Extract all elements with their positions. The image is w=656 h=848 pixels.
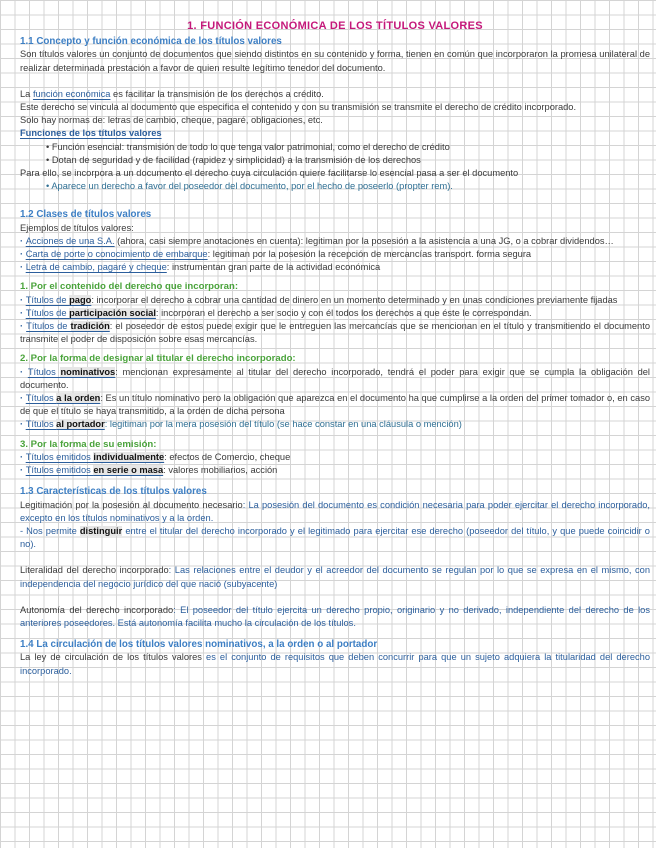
item-titulos-participacion (20, 307, 650, 320)
paragraph-incorpora: Para ello, se incorpora a un documento el derecho cuya circulación quiere facilitarse lo esencial pasa a ser el documento (20, 168, 519, 179)
keyword: individualmente (93, 451, 165, 462)
text: Títulos (27, 366, 61, 377)
bullet-funcion-esencial: • Función esencial: transmisión de todo lo que tenga valor patrimonial, como el derecho de crédito (46, 141, 450, 152)
keyword: a la orden (56, 393, 101, 404)
classification-heading-titular: 2. Por la forma de designar al titular el derecho incorporado: (20, 353, 296, 365)
spacer (20, 591, 650, 604)
example-term: Letra de cambio, pagaré y cheque (25, 262, 167, 273)
example-letra-cambio (20, 261, 650, 274)
bullet-seguridad: • Dotan de seguridad y de facilidad (rapidez y simplicidad) a la transmisión de los derechos (46, 154, 421, 165)
text: entre el titular del derecho incorporado y el legitimado para ejercitar ese derecho (poseedor del título, y que puede coincidir o no). (20, 525, 650, 550)
spacer (20, 477, 650, 483)
keyword: en serie o masa (93, 465, 164, 476)
keyword: pago (69, 294, 92, 305)
highlight-funcion-economica: función económica (32, 88, 111, 99)
term: Legitimación por la posesión al documento necesario (20, 499, 243, 510)
paragraph-autonomia (20, 604, 650, 630)
text: es el conjunto de requisitos que deben concurrir para que un sujeto adquiera la titularidad del derecho incorporado. (20, 652, 650, 676)
paragraph-ley-circulacion (20, 651, 650, 677)
example-acciones (20, 235, 650, 248)
page-title: 1. FUNCIÓN ECONÓMICA DE LOS TÍTULOS VALORES (187, 20, 483, 32)
paragraph-literalidad (20, 564, 650, 590)
section-heading-1-1: 1.1 Concepto y función económica de los títulos valores (20, 36, 282, 48)
section-heading-1-2: 1.2 Clases de títulos valores (20, 209, 152, 221)
classification-heading-emision: 3. Por la forma de su emisión: (20, 438, 157, 450)
term: Literalidad del derecho incorporado (20, 565, 169, 576)
item-titulos-tradicion (20, 320, 650, 346)
keyword: participación social (69, 307, 156, 318)
text: : El poseedor del título ejercita un derecho propio, originario y no derivado, independiente del derecho de los anteriores poseedores. Está autonomía facilita mucho la circulación de los títulos. (20, 604, 650, 628)
keyword: distinguir (79, 525, 123, 536)
item-nominativos (20, 366, 650, 392)
text: : Es un título nominativo pero la obligación que aparezca en el documento ha que cumplirse a la orden del primer tomador o, en caso de que el título se haya transmitido, a la orden de dicha persona (20, 393, 651, 417)
text: Títulos (25, 419, 57, 430)
paragraph-funcion (20, 88, 650, 101)
text: : Las relaciones entre el deudor y el acreedor del documento se regulan por lo que se expresa en el mismo, con independencia del negocio jurídico del que nació (subyacente) (20, 565, 651, 589)
text: : La posesión del documento es condición necesaria para poder ejercitar el derecho incorporado, excepto en los títulos nominativos y a la orden. (20, 499, 650, 523)
classification-heading-contenido: 1. Por el contenido del derecho que incorporan: (20, 281, 239, 293)
document-page (20, 0, 650, 678)
item-a-la-orden (20, 392, 650, 418)
examples-intro: Ejemplos de títulos valores: (20, 222, 134, 233)
text: es facilitar la transmisión de los derechos a crédito. (110, 88, 324, 99)
term: La ley de circulación de los títulos valores (20, 652, 202, 663)
keyword: nominativos (60, 366, 116, 377)
bullet-propter-rem: • Aparece un derecho a favor del poseedor del documento, por el hecho de poseerlo (propter rem). (46, 181, 453, 192)
text: Títulos de (26, 321, 71, 332)
item-al-portador (20, 418, 650, 431)
spacer (20, 551, 650, 564)
example-carta-porte (20, 248, 650, 261)
section-heading-1-3: 1.3 Características de los títulos valores (20, 486, 207, 498)
text: Títulos emitidos (25, 465, 94, 476)
text: : mencionan expresamente al titular del derecho incorporado, tendrá el poder para exigir que se cumpla la obligación del documento. (20, 366, 650, 390)
item-titulos-pago (20, 294, 650, 307)
text: : legitiman por la mera posesión del título (se hace constar en una cláusula o mención) (104, 419, 462, 430)
paragraph-distinguir (20, 525, 650, 551)
text: : incorporar el derecho a cobrar una cantidad de dinero en un momento determinado y en unas condiciones previamente fijadas (91, 294, 618, 305)
text: La (20, 88, 33, 99)
example-term: Acciones de una S.A. (25, 235, 115, 246)
spacer (20, 630, 650, 636)
example-term: Carta de porte o conocimiento de embarque (25, 249, 208, 260)
text: Títulos de (25, 294, 70, 305)
paragraph-legitimacion (20, 499, 650, 525)
text: : el poseedor de estos puede exigir que le entreguen las mercancías que se mencionan en el título y transmitiendo el documento transmite el poder de disposición sobre esas mercancías. (20, 321, 650, 345)
spacer (20, 75, 650, 88)
keyword: tradición (70, 321, 110, 332)
section-heading-1-4: 1.4 La circulación de los títulos valores nominativos, a la orden o al portador (20, 639, 378, 651)
text: : efectos de Comercio, cheque (164, 451, 291, 462)
text: : legitiman por la posesión la recepción de mercancías transport. forma segura (207, 249, 532, 260)
text: Títulos (25, 393, 57, 404)
term: Autonomía del derecho incorporado (20, 604, 174, 615)
text: Títulos emitidos (25, 451, 94, 462)
spacer (20, 193, 650, 206)
text: : incorporan el derecho a ser socio y con él todos los derechos a que éste le correspondan. (155, 307, 532, 318)
item-individualmente (20, 451, 650, 464)
subheading-funciones: Funciones de los títulos valores (20, 128, 162, 139)
text: Títulos de (25, 307, 70, 318)
paragraph-vinculo: Este derecho se vincula al documento que especifica el contenido y con su transmisión se transmite el derecho de crédito incorporado. (20, 102, 577, 113)
text: (ahora, casi siempre anotaciones en cuenta): legitiman por la posesión a la asistencia a una JG, o a cobrar dividendos… (114, 235, 614, 246)
text: - Nos permite (20, 525, 80, 536)
paragraph-definition: Son títulos valores un conjunto de documentos que siendo distintos en su contenido y forma, tienen en común que incorporaron la promesa unilateral de realizar determinada prestación a favor de quien resulte legítimo tenedor del documento. (20, 49, 650, 73)
keyword: al portador (56, 419, 105, 430)
paragraph-normas: Solo hay normas de: letras de cambio, cheque, pagaré, obligaciones, etc. (20, 115, 323, 126)
text: : valores mobiliarios, acción (163, 465, 278, 476)
text: : instrumentan gran parte de la actividad económica (166, 262, 381, 273)
item-en-serie (20, 464, 650, 477)
